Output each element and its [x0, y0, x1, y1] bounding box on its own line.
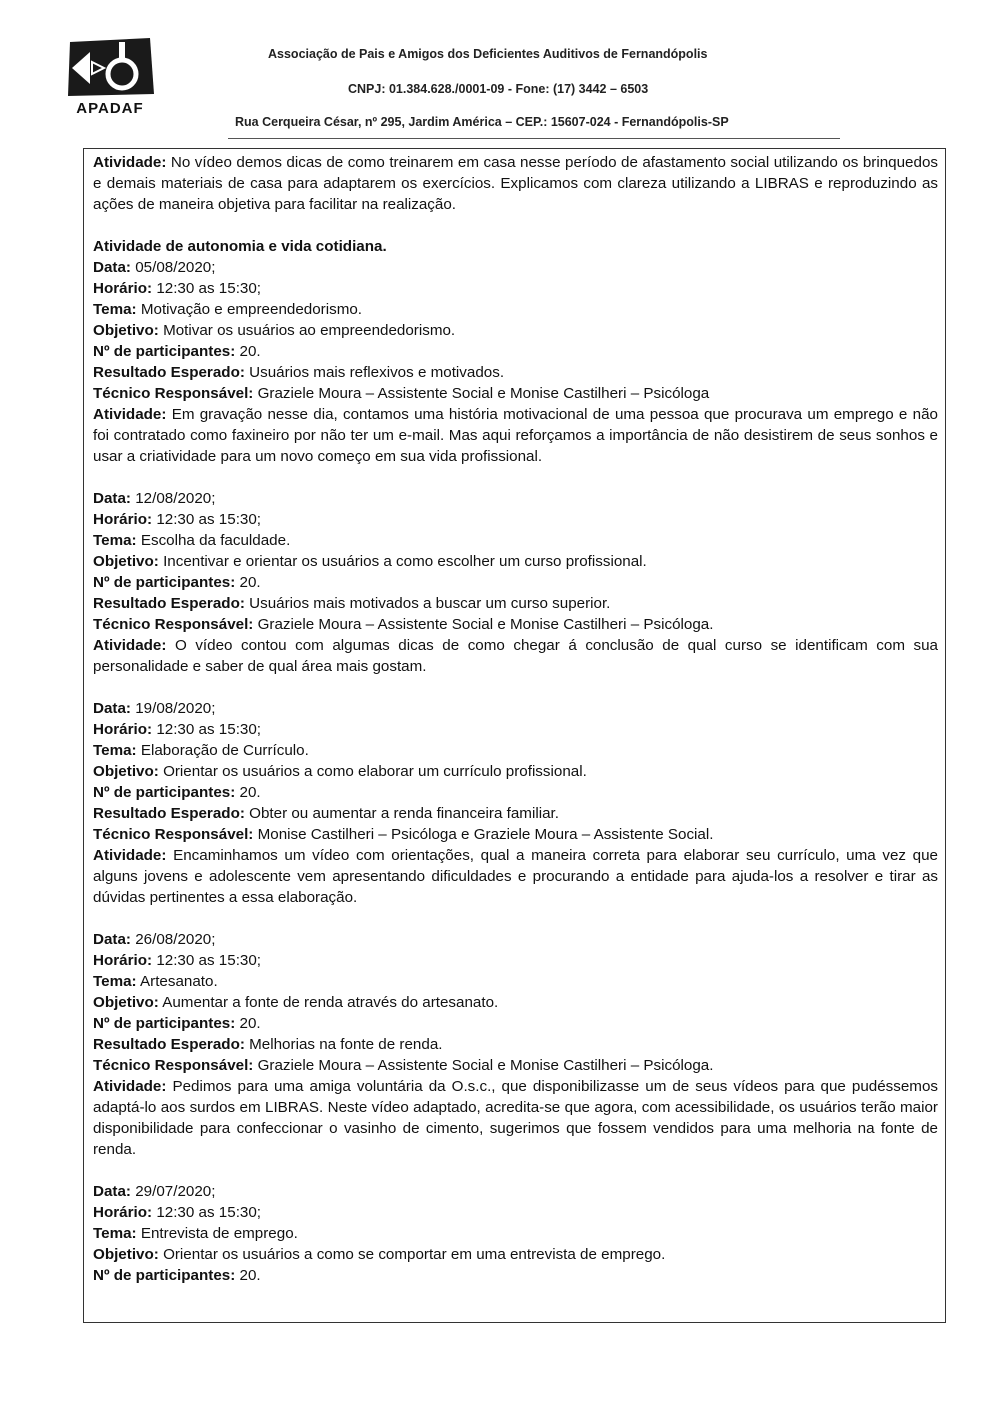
tema-label: Tema:	[93, 973, 137, 990]
tema-label: Tema:	[93, 1225, 137, 1242]
resultado-label: Resultado Esperado:	[93, 364, 245, 381]
objetivo-label: Objetivo:	[93, 763, 159, 780]
entry-result: Usuários mais motivados a buscar um curso superior.	[249, 595, 611, 612]
objetivo-label: Objetivo:	[93, 322, 159, 339]
data-label: Data:	[93, 259, 131, 276]
tecnico-label: Técnico Responsável:	[93, 616, 254, 633]
tema-label: Tema:	[93, 532, 137, 549]
intro-text: No vídeo demos dicas de como treinarem em casa nesse período de afastamento social utilizando os brinquedos e demais materiais de casa para adaptarem os exercícios. Explicamos com clareza utilizando a LIBRAS e reproduzindo as ações de maneira objetiva para facilitar na realização.	[93, 154, 938, 213]
horario-label: Horário:	[93, 1204, 153, 1221]
entry-theme: Escolha da faculdade.	[140, 532, 291, 549]
entry-result: Usuários mais reflexivos e motivados.	[249, 364, 505, 381]
activity-entry	[93, 257, 938, 467]
entry-technician: Graziele Moura – Assistente Social e Monise Castilheri – Psicóloga.	[257, 1057, 714, 1074]
resultado-label: Resultado Esperado:	[93, 1036, 245, 1053]
entry-participants: 20.	[239, 574, 261, 591]
entry-date: 26/08/2020;	[135, 931, 216, 948]
entry-result: Melhorias na fonte de renda.	[249, 1036, 443, 1053]
intro-paragraph	[93, 152, 938, 215]
entry-technician: Graziele Moura – Assistente Social e Monise Castilheri – Psicóloga.	[257, 616, 714, 633]
entry-date: 05/08/2020;	[135, 259, 216, 276]
org-name: Associação de Pais e Amigos dos Deficientes Auditivos de Fernandópolis	[268, 47, 708, 61]
header-divider	[228, 138, 840, 139]
data-label: Data:	[93, 490, 131, 507]
entry-participants: 20.	[239, 1015, 261, 1032]
atividade-label: Atividade:	[93, 406, 167, 423]
intro-label: Atividade:	[93, 154, 167, 171]
entry-theme: Motivação e empreendedorismo.	[140, 301, 363, 318]
org-address: Rua Cerqueira César, nº 295, Jardim América – CEP.: 15607-024 - Fernandópolis-SP	[235, 115, 729, 129]
objetivo-label: Objetivo:	[93, 994, 159, 1011]
entry-time: 12:30 as 15:30;	[156, 721, 262, 738]
horario-label: Horário:	[93, 511, 153, 528]
participantes-label: Nº de participantes:	[93, 1015, 236, 1032]
entry-time: 12:30 as 15:30;	[156, 952, 262, 969]
entry-result: Obter ou aumentar a renda financeira familiar.	[249, 805, 559, 822]
atividade-label: Atividade:	[93, 847, 167, 864]
entry-activity: O vídeo contou com algumas dicas de como chegar á conclusão de qual curso se identificam com sua personalidade e saber de qual área mais gostam.	[93, 637, 938, 675]
logo-emblem-icon	[62, 34, 158, 100]
horario-label: Horário:	[93, 280, 153, 297]
tema-label: Tema:	[93, 742, 137, 759]
entry-activity: Em gravação nesse dia, contamos uma história motivacional de uma pessoa que procurava um emprego e não foi contratado como faxineiro por não ter um e-mail. Mas aqui reforçamos a importância de não desistirem de seus sonhos e usar a criatividade para um novo começo em sua vida profissional.	[93, 406, 938, 465]
entry-objective: Orientar os usuários a como se comportar em uma entrevista de emprego.	[163, 1246, 666, 1263]
tecnico-label: Técnico Responsável:	[93, 1057, 254, 1074]
tecnico-label: Técnico Responsável:	[93, 826, 254, 843]
activity-entry	[93, 488, 938, 677]
participantes-label: Nº de participantes:	[93, 784, 236, 801]
atividade-label: Atividade:	[93, 1078, 167, 1095]
horario-label: Horário:	[93, 721, 153, 738]
horario-label: Horário:	[93, 952, 153, 969]
entry-time: 12:30 as 15:30;	[156, 280, 262, 297]
entry-time: 12:30 as 15:30;	[156, 511, 262, 528]
entry-objective: Motivar os usuários ao empreendedorismo.	[163, 322, 456, 339]
entry-participants: 20.	[239, 1267, 261, 1284]
apadaf-logo	[62, 34, 158, 124]
tema-label: Tema:	[93, 301, 137, 318]
entry-theme: Entrevista de emprego.	[140, 1225, 298, 1242]
logo-text: APADAF	[76, 100, 144, 117]
participantes-label: Nº de participantes:	[93, 574, 236, 591]
participantes-label: Nº de participantes:	[93, 1267, 236, 1284]
objetivo-label: Objetivo:	[93, 553, 159, 570]
tecnico-label: Técnico Responsável:	[93, 385, 254, 402]
entry-time: 12:30 as 15:30;	[156, 1204, 262, 1221]
resultado-label: Resultado Esperado:	[93, 595, 245, 612]
entry-objective: Incentivar e orientar os usuários a como escolher um curso profissional.	[163, 553, 647, 570]
entry-theme: Elaboração de Currículo.	[140, 742, 309, 759]
entry-technician: Monise Castilheri – Psicóloga e Graziele Moura – Assistente Social.	[257, 826, 714, 843]
data-label: Data:	[93, 700, 131, 717]
objetivo-label: Objetivo:	[93, 1246, 159, 1263]
entry-objective: Aumentar a fonte de renda através do artesanato.	[162, 994, 499, 1011]
entry-objective: Orientar os usuários a como elaborar um currículo profissional.	[163, 763, 587, 780]
atividade-label: Atividade:	[93, 637, 167, 654]
entry-theme: Artesanato.	[140, 973, 218, 990]
entry-date: 12/08/2020;	[135, 490, 216, 507]
section-title: Atividade de autonomia e vida cotidiana.	[93, 238, 387, 255]
resultado-label: Resultado Esperado:	[93, 805, 245, 822]
activity-entry	[93, 1181, 938, 1286]
entry-activity: Pedimos para uma amiga voluntária da O.s.c., que disponibilizasse um de seus vídeos para que pudéssemos adaptá-lo aos surdos em LIBRAS. Neste vídeo adaptado, acredita-se que agora, com acessibilidade, os usuários terão maior disponibilidade para confeccionar o vasinho de cimento, sugerimos que fossem vendidos para uma melhoria na fonte de renda.	[93, 1078, 938, 1158]
data-label: Data:	[93, 931, 131, 948]
activity-entry	[93, 929, 938, 1160]
data-label: Data:	[93, 1183, 131, 1200]
participantes-label: Nº de participantes:	[93, 343, 236, 360]
entry-participants: 20.	[239, 343, 261, 360]
entry-activity: Encaminhamos um vídeo com orientações, qual a maneira correta para elaborar seu currículo, uma vez que alguns jovens e adolescente vem apresentando dificuldades e procurando a entidade para ajuda-los a resolver e tirar as dúvidas pertinentes a essa elaboração.	[93, 847, 938, 906]
activity-entry	[93, 698, 938, 908]
document-body	[93, 152, 938, 1286]
entry-date: 29/07/2020;	[135, 1183, 216, 1200]
org-contact: CNPJ: 01.384.628./0001-09 - Fone: (17) 3442 – 6503	[348, 82, 649, 96]
entry-date: 19/08/2020;	[135, 700, 216, 717]
entry-participants: 20.	[239, 784, 261, 801]
entry-technician: Graziele Moura – Assistente Social e Monise Castilheri – Psicóloga	[257, 385, 710, 402]
